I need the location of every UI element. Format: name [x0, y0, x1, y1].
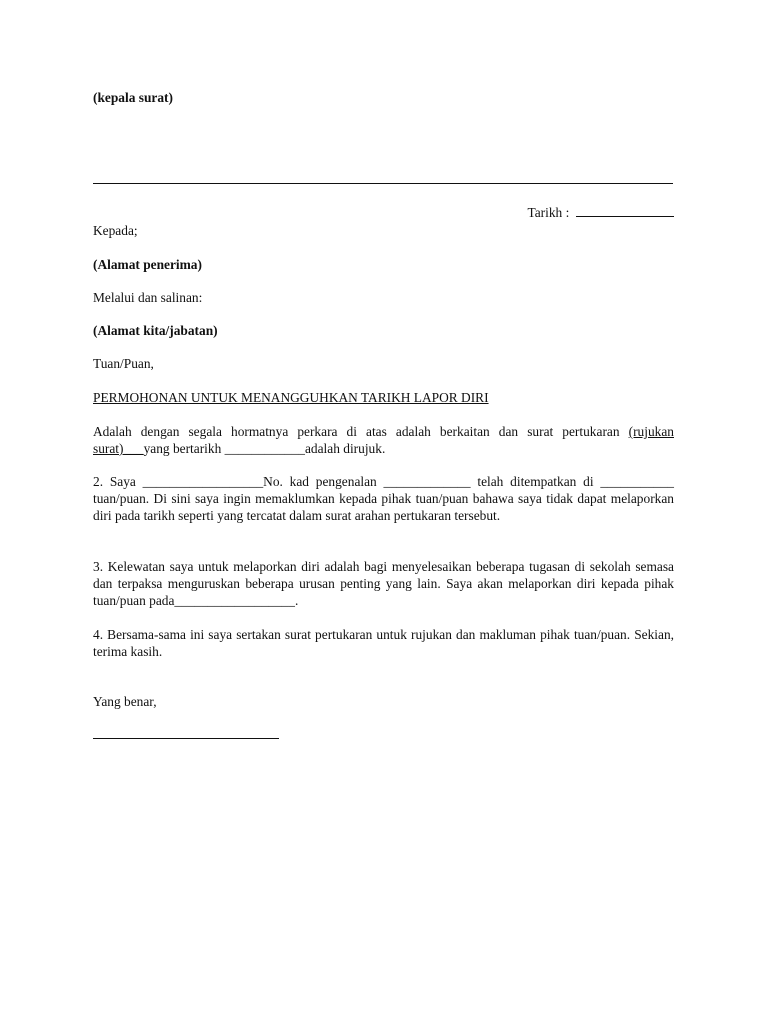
paragraph-3: 3. Kelewatan saya untuk melaporkan diri adalah bagi menyelesaikan beberapa tugasan di sekolah semasa dan terpaksa menguruskan beberapa urusan penting yang lain. Saya akan melaporkan diri kepada pihak tuan/puan pada__________________. — [93, 559, 674, 608]
salutation: Tuan/Puan, — [93, 356, 154, 371]
letterhead-placeholder: (kepala surat) — [93, 90, 173, 105]
letterhead-divider — [93, 183, 673, 184]
paragraph-1-reference: (rujukan surat)___ — [93, 424, 674, 456]
our-address: (Alamat kita/jabatan) — [93, 323, 218, 338]
paragraph-1-text: Adalah dengan segala hormatnya perkara di atas adalah berkaitan dan surat pertukaran — [93, 424, 620, 439]
paragraph-2: 2. Saya __________________No. kad pengenalan _____________ telah ditempatkan di ___________ tuan/puan. Di sini saya ingin memaklumkan kepada pihak tuan/puan bahawa saya tidak dapat melaporkan diri pada tarikh seperti yang tercatat dalam surat arahan pertukaran tersebut. — [93, 474, 674, 523]
date-row — [514, 187, 674, 238]
paragraph-4: 4. Bersama-sama ini saya sertakan surat pertukaran untuk rujukan dan makluman pihak tuan/puan. Sekian, terima kasih. — [93, 627, 674, 659]
recipient-address: (Alamat penerima) — [93, 257, 202, 272]
subject-line: PERMOHONAN UNTUK MENANGGUHKAN TARIKH LAPOR DIRI — [93, 390, 489, 405]
to-label: Kepada; — [93, 223, 138, 238]
closing: Yang benar, — [93, 694, 157, 709]
signature-line — [93, 738, 279, 739]
date-blank-line — [576, 204, 674, 217]
via-label: Melalui dan salinan: — [93, 290, 203, 305]
date-label: Tarikh : — [527, 205, 570, 220]
paragraph-1 — [93, 423, 674, 457]
paragraph-1-rest: yang bertarikh ____________adalah dirujuk. — [143, 441, 386, 456]
